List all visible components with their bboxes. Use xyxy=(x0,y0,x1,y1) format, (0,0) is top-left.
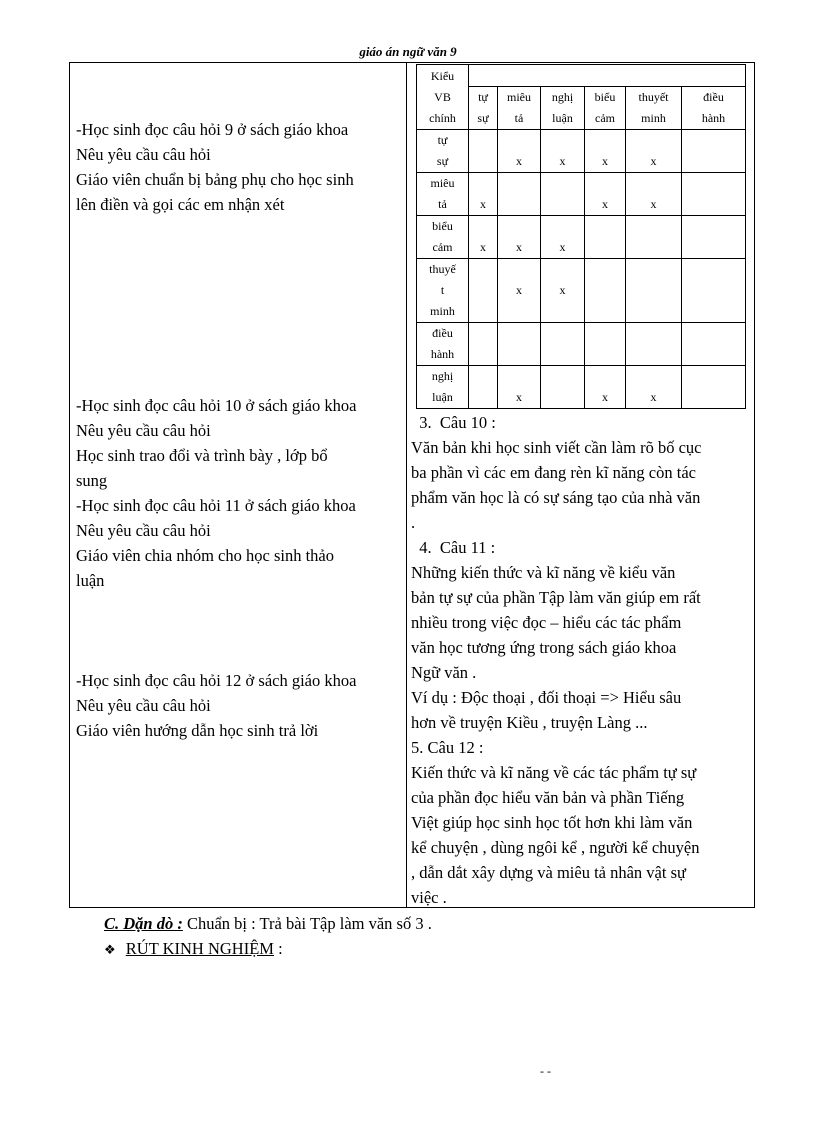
left-line: Giáo viên chuẩn bị bảng phụ cho học sinh xyxy=(76,170,354,189)
answer-line: Ngữ văn . xyxy=(411,663,477,682)
answer-line: của phần đọc hiểu văn bản và phần Tiếng xyxy=(411,788,685,807)
diamond-bullet-icon: ❖ xyxy=(104,943,116,958)
left-block-question-12 xyxy=(76,668,406,743)
answer-line: Việt giúp học sinh học tốt hơn khi làm văn xyxy=(411,813,693,832)
column-header: miêu tả xyxy=(498,87,541,130)
table-cell xyxy=(626,216,682,259)
answer-line: . xyxy=(411,513,416,532)
table-cell: x xyxy=(498,259,541,323)
dan-do-label: C. Dặn dò : xyxy=(104,914,183,933)
table-cell xyxy=(541,366,585,409)
text-type-table xyxy=(416,64,746,409)
table-corner: Kiểu VB chính xyxy=(417,65,469,130)
left-line: -Học sinh đọc câu hỏi 10 ở sách giáo khoa xyxy=(76,396,357,415)
answer-heading-12: 5. Câu 12 : xyxy=(411,738,484,757)
left-block-question-10-11 xyxy=(76,393,406,593)
answer-line: ba phần vì các em đang rèn kĩ năng còn tác xyxy=(411,463,696,482)
answer-line: Những kiến thức và kĩ năng về kiểu văn xyxy=(411,563,676,582)
dan-do-line xyxy=(104,912,432,936)
left-line: -Học sinh đọc câu hỏi 12 ở sách giáo khoa xyxy=(76,671,357,690)
table-cell xyxy=(585,259,626,323)
answer-heading-11: 4. Câu 11 : xyxy=(411,538,496,557)
table-cell xyxy=(682,216,746,259)
table-cell: x xyxy=(541,259,585,323)
left-line: Nêu yêu cầu câu hỏi xyxy=(76,421,211,440)
table-cell: x xyxy=(585,173,626,216)
left-line: Giáo viên chia nhóm cho học sinh thảo xyxy=(76,546,334,565)
left-line: Nêu yêu cầu câu hỏi xyxy=(76,696,211,715)
row-header: miêu tả xyxy=(417,173,469,216)
row-header: nghị luận xyxy=(417,366,469,409)
table-cell: x xyxy=(626,173,682,216)
page-header: giáo án ngữ văn 9 xyxy=(359,44,457,59)
table-cell xyxy=(626,259,682,323)
table-cell: x xyxy=(585,130,626,173)
table-cell: x xyxy=(469,216,498,259)
table-cell xyxy=(541,323,585,366)
table-cell: x xyxy=(626,130,682,173)
table-cell: x xyxy=(626,366,682,409)
answer-heading-10: 3. Câu 10 : xyxy=(411,413,496,432)
answer-line: hơn về truyện Kiều , truyện Làng ... xyxy=(411,713,648,732)
rut-kinh-nghiem-colon: : xyxy=(273,939,283,958)
left-line: Giáo viên hướng dẫn học sinh trả lời xyxy=(76,721,319,740)
table-header-span xyxy=(469,65,746,87)
answer-line: Kiến thức và kĩ năng về các tác phẩm tự sự xyxy=(411,763,697,782)
table-cell xyxy=(585,216,626,259)
answer-line: Ví dụ : Độc thoại , đối thoại => Hiểu sâu xyxy=(411,688,682,707)
table-cell xyxy=(498,173,541,216)
table-cell xyxy=(469,366,498,409)
left-line: Nêu yêu cầu câu hỏi xyxy=(76,521,211,540)
table-cell: x xyxy=(469,173,498,216)
table-cell xyxy=(541,173,585,216)
table-cell xyxy=(682,323,746,366)
table-cell xyxy=(682,259,746,323)
table-cell: x xyxy=(541,130,585,173)
column-header: thuyết minh xyxy=(626,87,682,130)
table-cell xyxy=(682,366,746,409)
answer-line: , dẫn dắt xây dựng và miêu tả nhân vật sự xyxy=(411,863,686,882)
left-block-question-9 xyxy=(76,117,406,217)
row-header: biểu cảm xyxy=(417,216,469,259)
table-cell: x xyxy=(585,366,626,409)
table-cell xyxy=(498,323,541,366)
answer-line: việc . xyxy=(411,888,447,907)
table-cell: x xyxy=(498,130,541,173)
left-line: lên điền và gọi các em nhận xét xyxy=(76,195,285,214)
answer-line: bản tự sự của phần Tập làm văn giúp em rất xyxy=(411,588,701,607)
table-cell: x xyxy=(498,366,541,409)
table-cell xyxy=(469,323,498,366)
left-line: Nêu yêu cầu câu hỏi xyxy=(76,145,211,164)
rut-kinh-nghiem-label: RÚT KINH NGHIỆM xyxy=(125,939,274,958)
dan-do-text: Chuẩn bị : Trả bài Tập làm văn số 3 . xyxy=(182,914,432,933)
left-line: -Học sinh đọc câu hỏi 9 ở sách giáo khoa xyxy=(76,120,349,139)
right-answers xyxy=(411,410,751,910)
page-number: - - xyxy=(540,1064,551,1078)
row-header: thuyế t minh xyxy=(417,259,469,323)
answer-line: nhiều trong việc đọc – hiểu các tác phẩm xyxy=(411,613,682,632)
table-cell xyxy=(469,130,498,173)
table-cell xyxy=(682,130,746,173)
row-header: tự sự xyxy=(417,130,469,173)
column-divider xyxy=(406,62,407,908)
table-cell: x xyxy=(498,216,541,259)
answer-line: Văn bản khi học sinh viết cần làm rõ bố cục xyxy=(411,438,702,457)
answer-line: phẩm văn học là có sự sáng tạo của nhà văn xyxy=(411,488,701,507)
left-line: -Học sinh đọc câu hỏi 11 ở sách giáo khoa xyxy=(76,496,356,515)
column-header: nghị luận xyxy=(541,87,585,130)
table-cell: x xyxy=(541,216,585,259)
table-cell xyxy=(682,173,746,216)
left-line: Học sinh trao đổi và trình bày , lớp bổ xyxy=(76,446,328,465)
column-header: điều hành xyxy=(682,87,746,130)
column-header: biểu cảm xyxy=(585,87,626,130)
answer-line: văn học tương ứng trong sách giáo khoa xyxy=(411,638,677,657)
left-line: sung xyxy=(76,471,108,490)
rut-kinh-nghiem-line xyxy=(104,937,283,963)
table-cell xyxy=(626,323,682,366)
answer-line: kể chuyện , dùng ngôi kể , người kể chuyện xyxy=(411,838,700,857)
table-cell xyxy=(469,259,498,323)
left-line: luận xyxy=(76,571,105,590)
table-cell xyxy=(585,323,626,366)
column-header: tự sự xyxy=(469,87,498,130)
row-header: điều hành xyxy=(417,323,469,366)
